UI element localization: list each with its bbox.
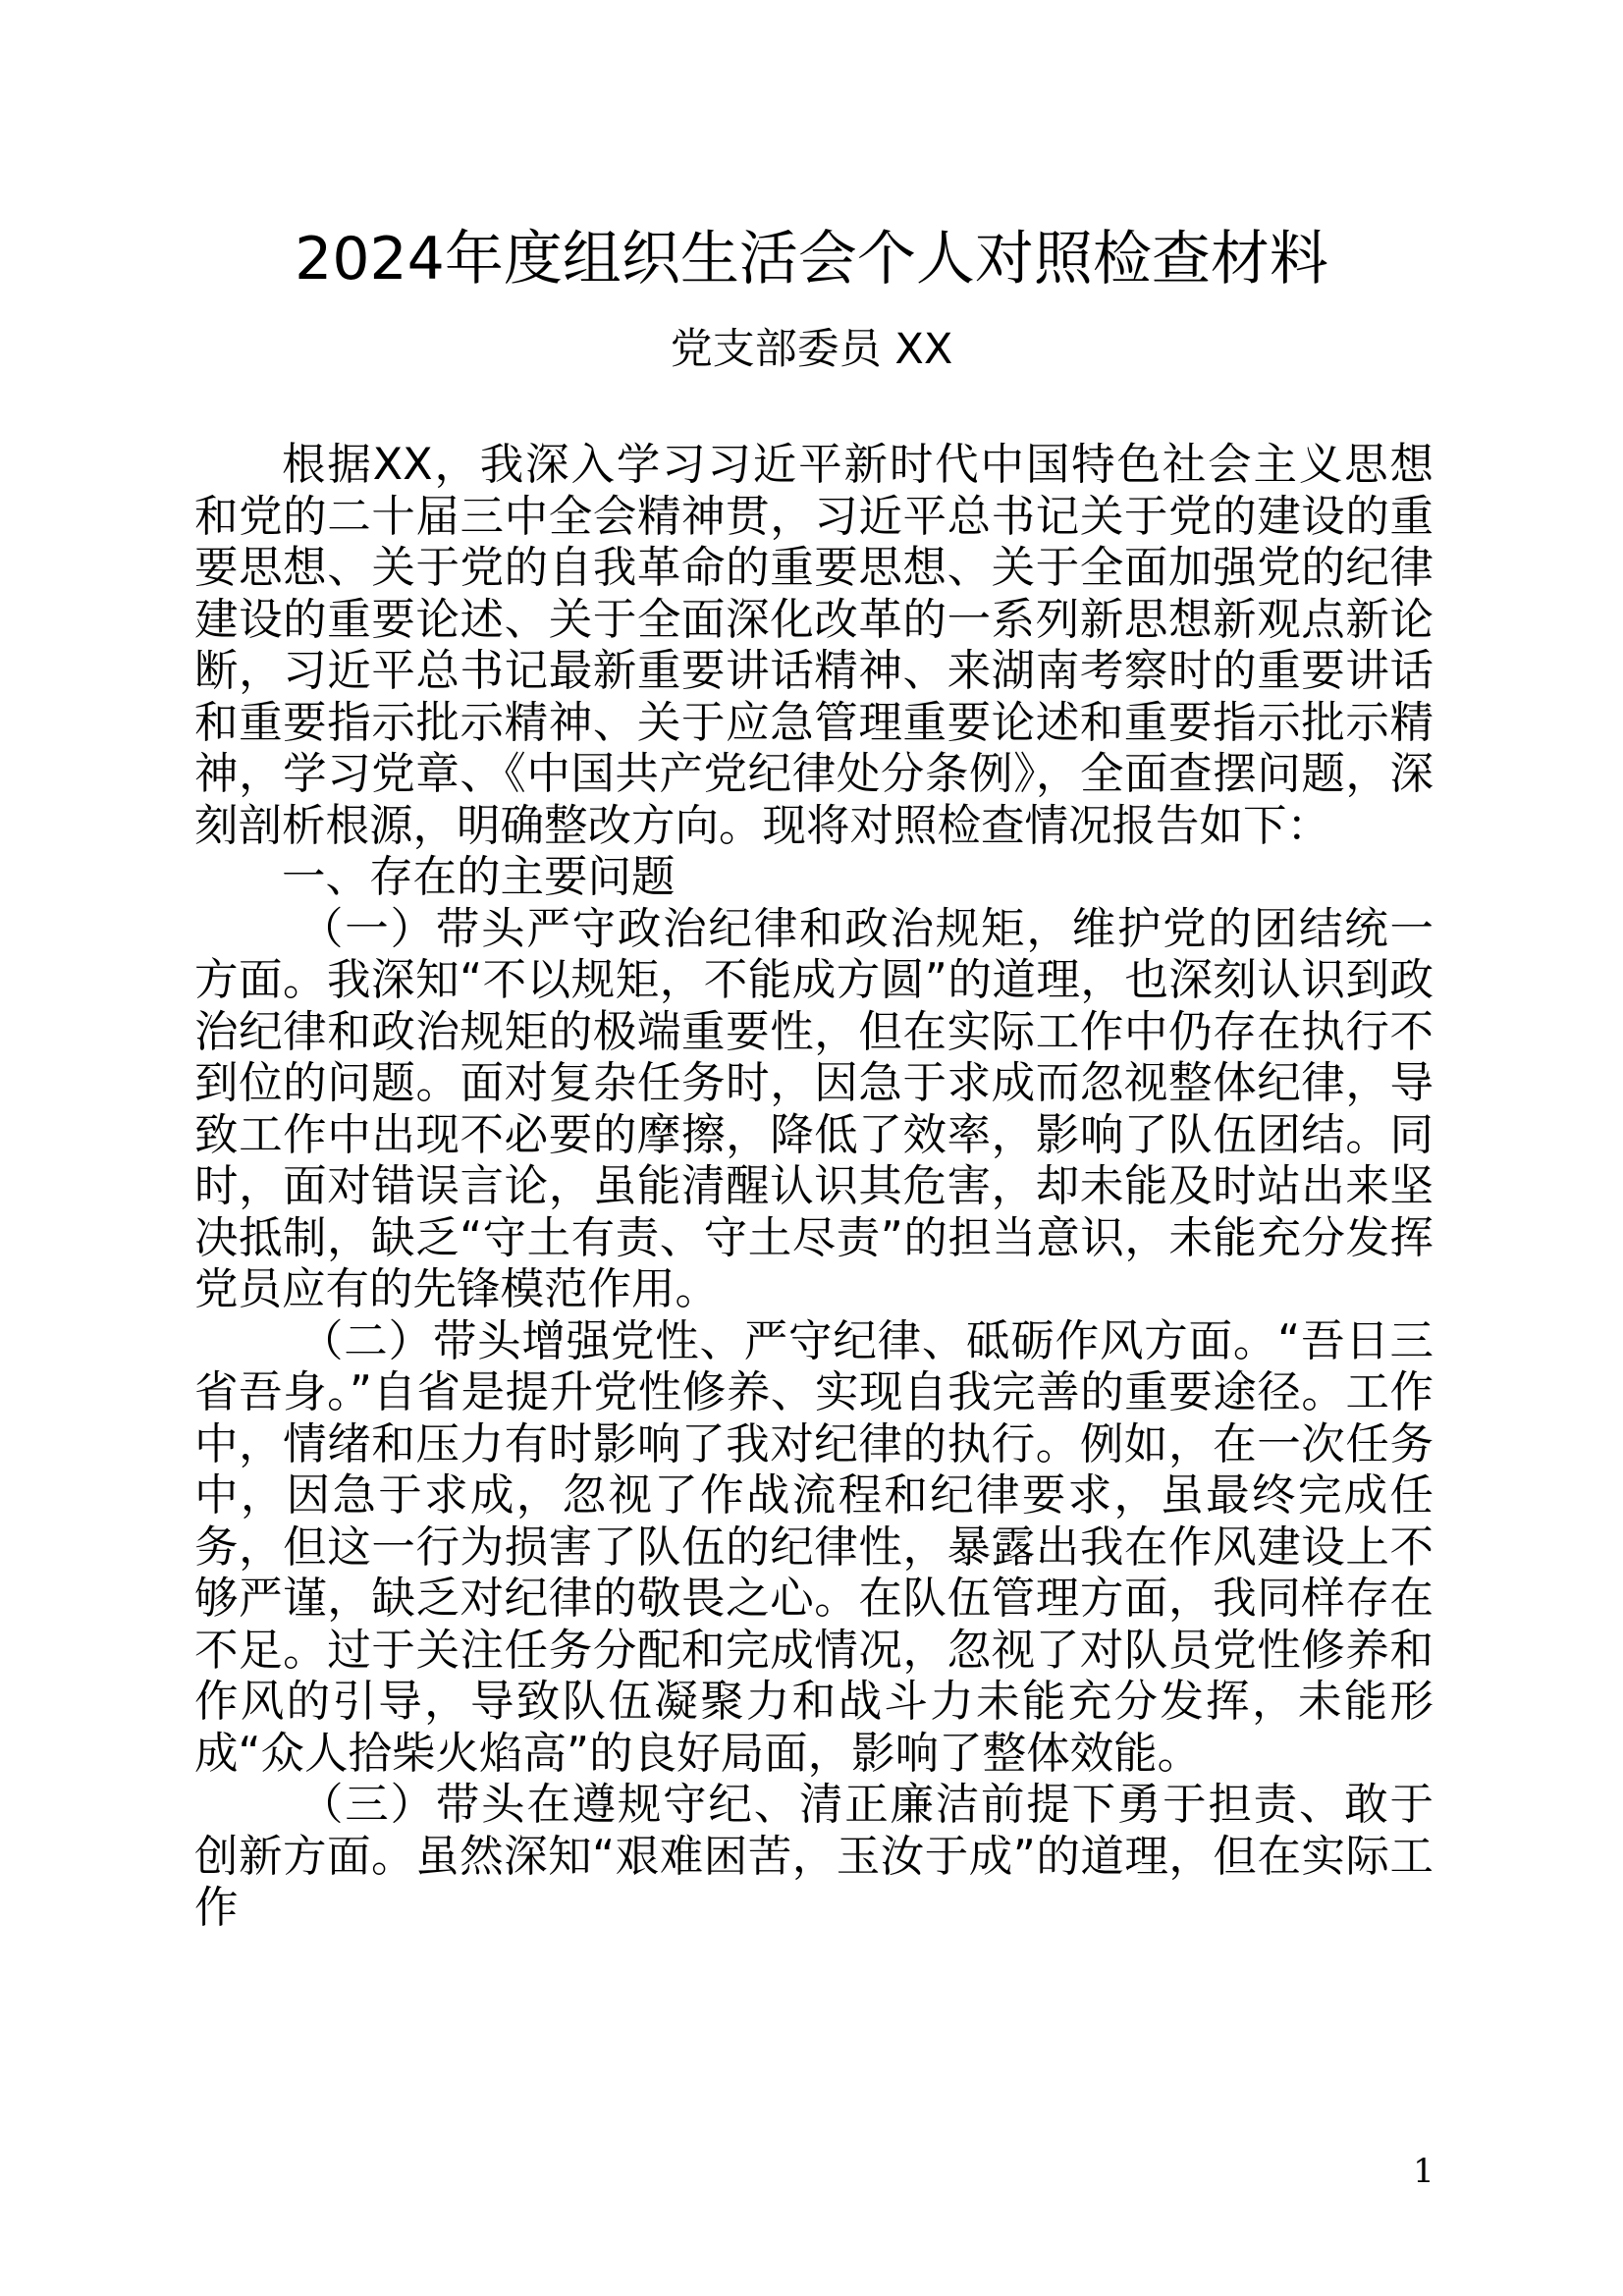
intro-paragraph: 根据XX，我深入学习习近平新时代中国特色社会主义思想和党的二十届三中全会精神贯，习近平总书记关于党的建设的重要思想、关于党的自我革命的重要思想、关于全面加强党的纪律建设的重要论述、关于全面深化改革的一系列新思想新观点新论断，习近平总书记最新重要讲话精神、来湖南考察时的重要讲话和重要指示批示精神、关于应急管理重要论述和重要指示批示精神，学习党章、《中国共产党纪律处分条例》，全面查摆问题，深刻剖析根源，明确整改方向。现将对照检查情况报告如下：	[194, 440, 1434, 851]
section-heading: 一、存在的主要问题	[282, 852, 676, 902]
item-paragraph-3: （三）带头在遵规守纪、清正廉洁前提下勇于担责、敢于创新方面。虽然深知“艰难困苦，玉汝于成”的道理，但在实际工作	[194, 1780, 1434, 1933]
item-paragraph-2: （二）带头增强党性、严守纪律、砥砺作风方面。“吾日三省吾身。”自省是提升党性修养、实现自我完善的重要途径。工作中，情绪和压力有时影响了我对纪律的执行。例如，在一次任务中，因急于求成，忽视了作战流程和纪律要求，虽最终完成任务，但这一行为损害了队伍的纪律性，暴露出我在作风建设上不够严谨，缺乏对纪律的敬畏之心。在队伍管理方面，我同样存在不足。过于关注任务分配和完成情况，忽视了对队员党性修养和作风的引导，导致队伍凝聚力和战斗力未能充分发挥，未能形成“众人拾柴火焰高”的良好局面，影响了整体效能。	[194, 1315, 1434, 1779]
document-body	[194, 440, 1434, 1935]
document-author: 党支部委员 XX	[670, 325, 953, 374]
page-number: 1	[1413, 2152, 1434, 2191]
item-paragraph-1: （一）带头严守政治纪律和政治规矩，维护党的团结统一方面。我深知“不以规矩，不能成方圆”的道理，也深刻认识到政治纪律和政治规矩的极端重要性，但在实际工作中仍存在执行不到位的问题。面对复杂任务时，因急于求成而忽视整体纪律，导致工作中出现不必要的摩擦，降低了效率，影响了队伍团结。同时，面对错误言论，虽能清醒认识其危害，却未能及时站出来坚决抵制，缺乏“守土有责、守土尽责”的担当意识，未能充分发挥党员应有的先锋模范作用。	[194, 903, 1434, 1314]
document-title: 2024年度组织生活会个人对照检查材料	[295, 225, 1328, 294]
